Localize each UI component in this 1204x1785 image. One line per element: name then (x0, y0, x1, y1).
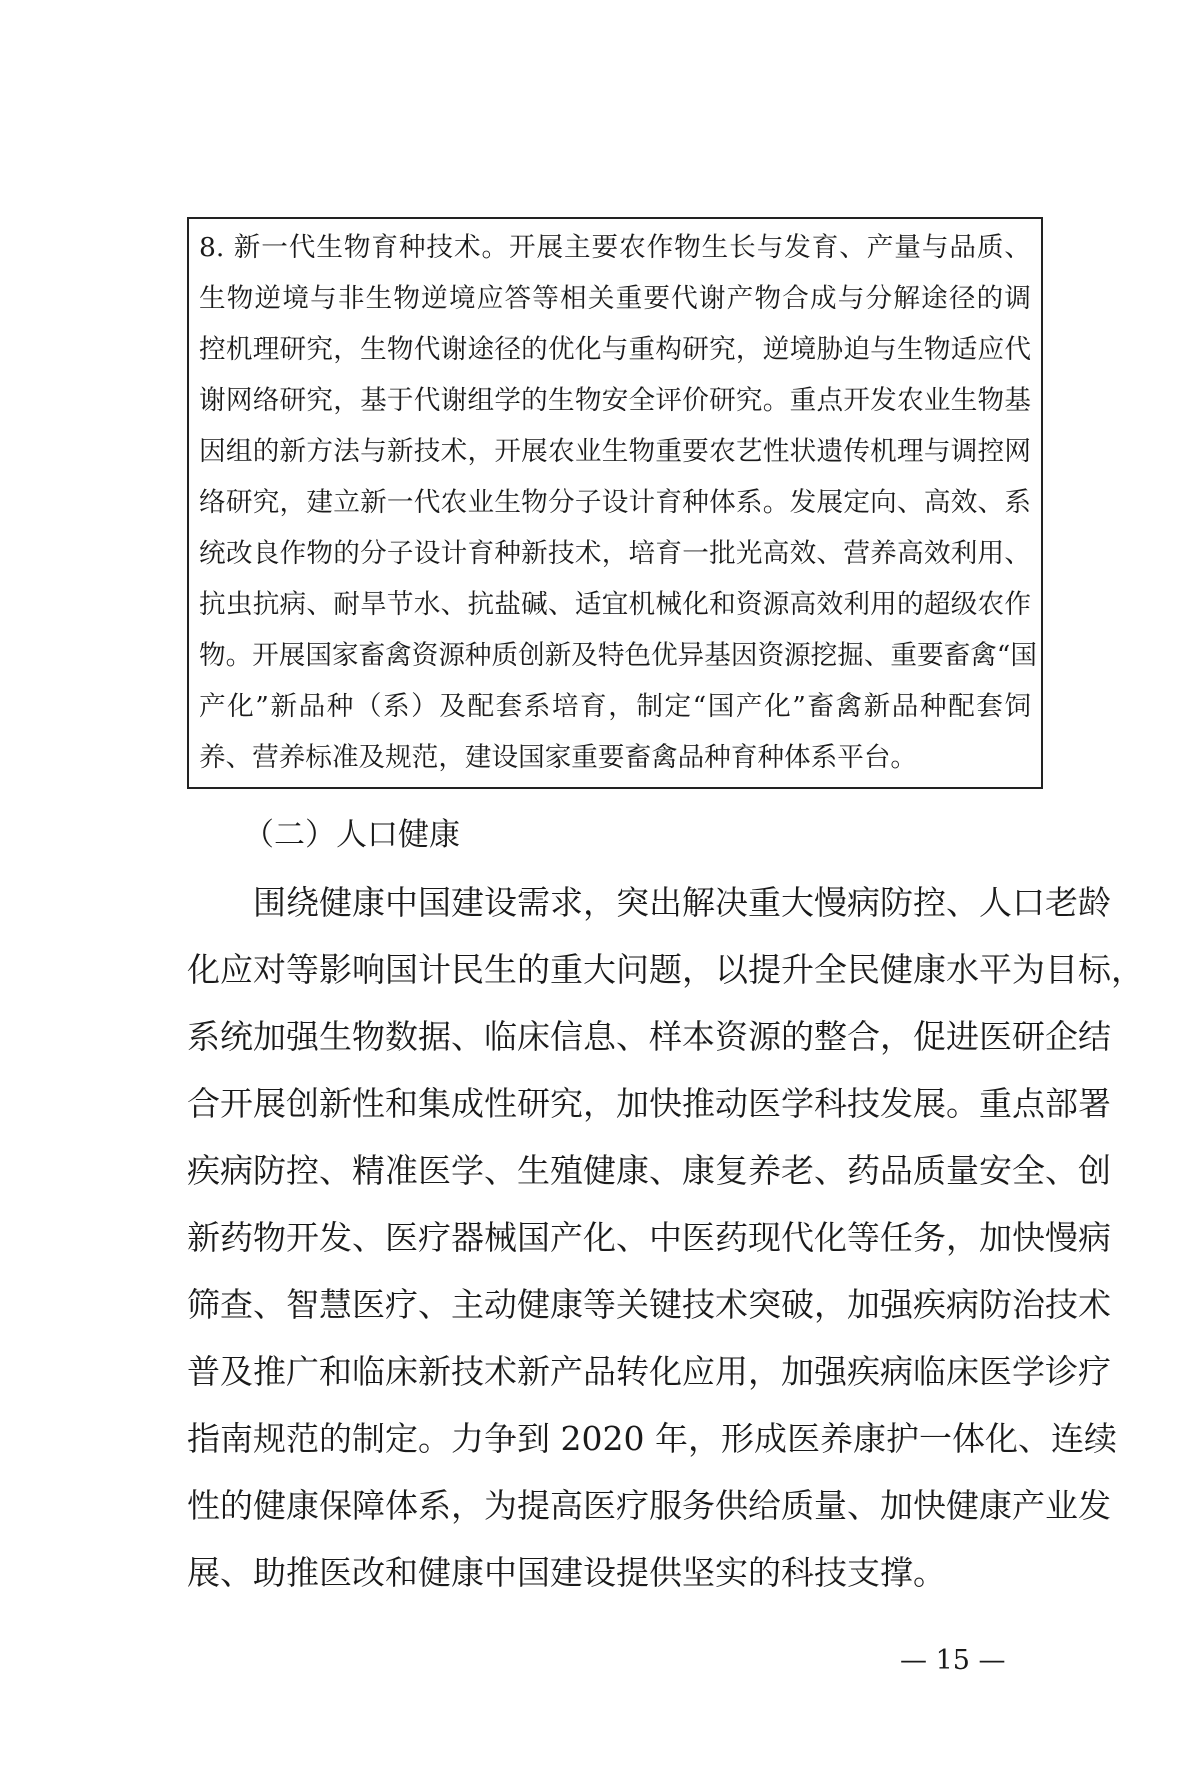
body-line: 系统加强生物数据、临床信息、样本资源的整合，促进医研企结 (187, 1017, 1111, 1056)
box-line: 8. 新一代生物育种技术。开展主要农作物生长与发育、产量与品质、 (199, 232, 1031, 263)
box-line: 络研究，建立新一代农业生物分子设计育种体系。发展定向、高效、系 (199, 487, 1031, 518)
body-line: 性的健康保障体系，为提高医疗服务供给质量、加快健康产业发 (187, 1486, 1111, 1525)
page-number: — 15 — (900, 1645, 1006, 1676)
box-line: 统改良作物的分子设计育种新技术，培育一批光高效、营养高效利用、 (199, 538, 1031, 569)
box-line: 生物逆境与非生物逆境应答等相关重要代谢产物合成与分解途径的调 (199, 283, 1031, 314)
body-line: 普及推广和临床新技术新产品转化应用，加强疾病临床医学诊疗 (187, 1352, 1111, 1391)
box-line: 养、营养标准及规范，建设国家重要畜禽品种育种体系平台。 (199, 742, 918, 773)
body-line: 疾病防控、精准医学、生殖健康、康复养老、药品质量安全、创 (187, 1151, 1111, 1190)
box-line: 谢网络研究，基于代谢组学的生物安全评价研究。重点开发农业生物基 (199, 385, 1031, 416)
box-line: 产化”新品种（系）及配套系培育，制定“国产化”畜禽新品种配套饲 (199, 691, 1031, 722)
boxed-paragraph (187, 217, 1043, 789)
body-line: 展、助推医改和健康中国建设提供坚实的科技支撑。 (187, 1553, 946, 1592)
box-line: 因组的新方法与新技术，开展农业生物重要农艺性状遗传机理与调控网 (199, 436, 1031, 467)
box-line: 抗虫抗病、耐旱节水、抗盐碱、适宜机械化和资源高效利用的超级农作 (199, 589, 1031, 620)
body-line: 围绕健康中国建设需求，突出解决重大慢病防控、人口老龄 (187, 883, 1111, 922)
box-line: 控机理研究，生物代谢途径的优化与重构研究，逆境胁迫与生物适应代 (199, 334, 1031, 365)
box-line: 物。开展国家畜禽资源种质创新及特色优异基因资源挖掘、重要畜禽“国 (199, 640, 1037, 671)
body-line: 指南规范的制定。力争到 2020 年，形成医养康护一体化、连续 (187, 1419, 1117, 1458)
body-line: 化应对等影响国计民生的重大问题，以提升全民健康水平为目标， (187, 950, 1144, 989)
body-line: 新药物开发、医疗器械国产化、中医药现代化等任务，加快慢病 (187, 1218, 1111, 1257)
body-line: 筛查、智慧医疗、主动健康等关键技术突破，加强疾病防治技术 (187, 1285, 1111, 1324)
section-heading: （二）人口健康 (243, 817, 460, 853)
body-line: 合开展创新性和集成性研究，加快推动医学科技发展。重点部署 (187, 1084, 1111, 1123)
